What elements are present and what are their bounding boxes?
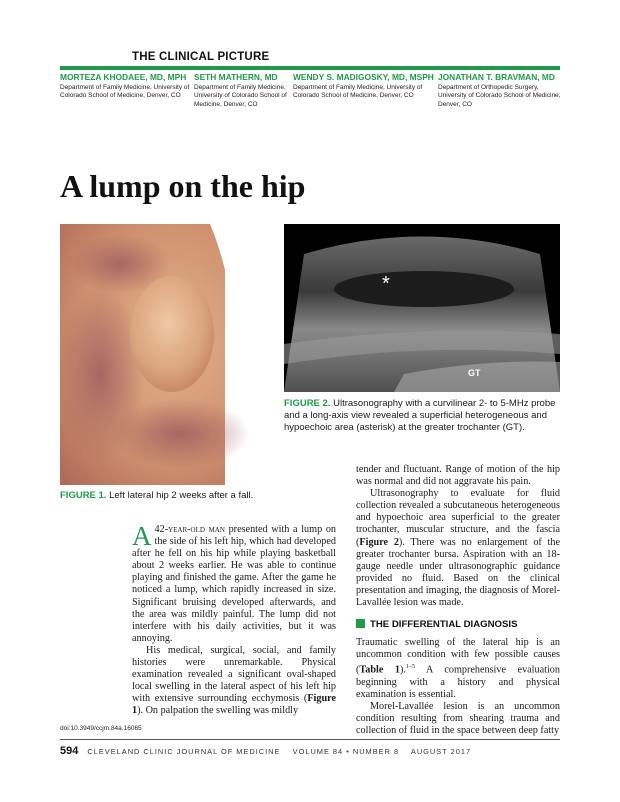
author-affiliation: Department of Family Medicine, University of Colorado School of Medicine, Denver, CO (60, 84, 190, 100)
author-block (194, 72, 294, 109)
author-affiliation: Department of Family Medicine, University of Colorado School of Medicine, Denver, CO (293, 84, 423, 100)
journal-name: CLEVELAND CLINIC JOURNAL OF MEDICINE (87, 747, 281, 756)
lead-in: 42-year-old man (154, 524, 225, 535)
figure1-text: Left lateral hip 2 weeks after a fall. (109, 490, 254, 501)
issue-number: NUMBER 8 (352, 747, 400, 756)
doi: doi:10.3949/ccjm.84a.16065 (60, 725, 142, 732)
author-block (438, 72, 564, 109)
right-column (356, 464, 560, 737)
author-affiliation: Department of Family Medicine, University of Colorado School of Medicine, Denver, CO (194, 84, 287, 108)
hip-photo (60, 224, 265, 485)
ultrasound-image (284, 224, 560, 392)
drop-cap: A (132, 521, 152, 551)
author-name: MORTEZA KHODAEE, MD, MPH (60, 72, 187, 82)
paragraph: Ultrasonography to evaluate for fluid collection revealed a subcutaneous heterogeneous and hypoechoic area superficial to the greater trochanter, muscular structure, and the fascia (Figure 2). There was no enlargement of the greater trochanter bursa. Aspiration with an 18-gauge needle under ultrasonographic guidance provided no fluid. Based on the clinical presentation and imaging, the diagnosis of Morel-Lavallée lesion was made. (356, 488, 560, 609)
figure1-caption (60, 490, 270, 502)
paragraph: tender and fluctuant. Range of motion of the hip was normal and did not aggravate his pain. (356, 464, 560, 488)
page-number: 594 (60, 745, 79, 757)
volume: VOLUME 84 (292, 747, 344, 756)
table-reference: Table 1 (359, 664, 401, 676)
asterisk-marker: * (382, 273, 390, 295)
section-heading: THE DIFFERENTIAL DIAGNOSIS (356, 619, 560, 631)
heading-square-icon (356, 619, 365, 628)
citation: 1–5 (405, 664, 415, 671)
figure1-label: FIGURE 1. (60, 490, 107, 501)
figure2-text: Ultrasonography with a curvilinear 2- to 5-MHz probe and a long-axis view revealed a superficial heterogeneous and hypoechoic area (asterisk) at the greater trochanter (GT). (284, 398, 556, 433)
author-block (60, 72, 200, 101)
author-name: JONATHAN T. BRAVMAN, MD (438, 72, 555, 82)
author-affiliation: Department of Orthopedic Surgery, University of Colorado School of Medicine, Denver, CO (438, 84, 561, 108)
figure2-label: FIGURE 2. (284, 398, 331, 409)
gt-label: GT (468, 368, 481, 378)
paragraph: Traumatic swelling of the lateral hip is an uncommon condition with few possible causes (Table 1).$^{1-5}$ A comprehensive evaluation beginning with a history and physical examination is essential. (356, 637, 560, 700)
header-rule (60, 66, 560, 70)
author-name: WENDY S. MADIGOSKY, MD, MSPH (293, 72, 434, 82)
left-column (132, 521, 337, 718)
paragraph: His medical, surgical, social, and family histories were unremarkable. Physical examination revealed a significant oval-shaped local swelling in the lateral aspect of his left hip with extensive surrounding ecchymosis (Figure 1). On palpation the swelling was mildly (132, 644, 336, 717)
footer-rule (60, 739, 560, 740)
footer-bullet: • (346, 747, 350, 756)
issue-date: AUGUST 2017 (410, 747, 472, 756)
paragraph-text: presented with a lump on the side of his left hip, which had developed after he fell on his hip while playing basketball about 2 weeks earlier. He was able to continue playing and finished the game. After the game he noticed a lump, which rapidly increased in size. Significant bruising developed afterwards, and the area was mildly painful. The lump did not interfere with his daily activities, but it was annoying. (132, 524, 337, 644)
figure-reference: Figure 2 (359, 536, 399, 548)
section-label: THE CLINICAL PICTURE (132, 51, 270, 63)
figure-reference: Figure 1 (132, 693, 336, 717)
article-title: A lump on the hip (60, 168, 306, 204)
page-footer (60, 745, 471, 757)
author-block (293, 72, 433, 101)
paragraph (132, 521, 337, 645)
figure2-caption (284, 398, 560, 434)
author-name: SETH MATHERN, MD (194, 72, 278, 82)
paragraph: Morel-Lavallée lesion is an uncommon condition resulting from shearing trauma and collection of fluid in the space between deep fatty (356, 701, 560, 737)
